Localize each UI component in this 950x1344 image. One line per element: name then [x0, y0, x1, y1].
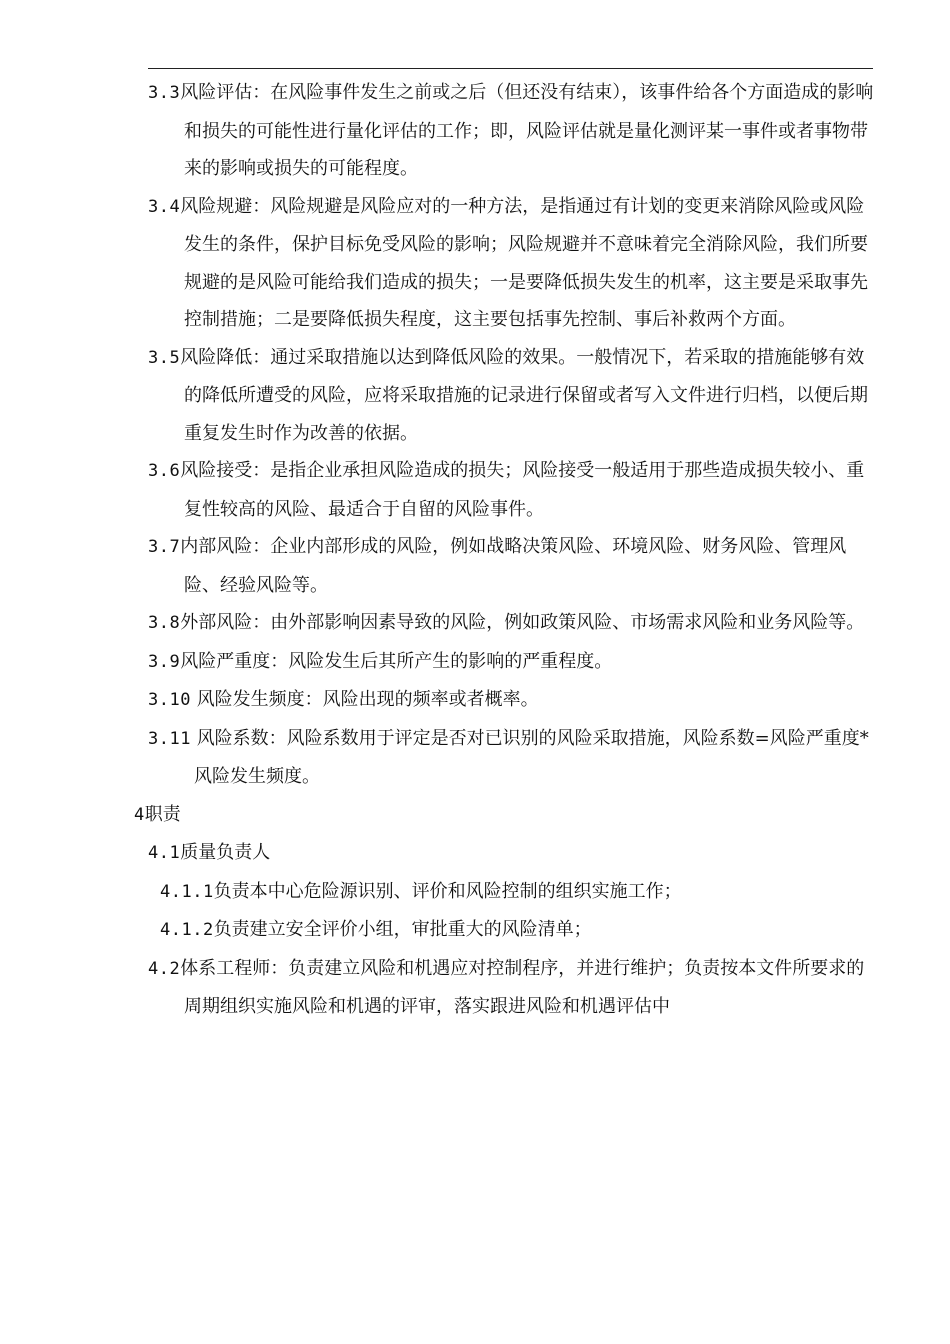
definition-3-9 [0, 643, 874, 682]
definition-3-8 [0, 604, 874, 643]
item-number: 3.10 [148, 690, 191, 710]
item-text: 体系工程师：负责建立风险和机遇应对控制程序，并进行维护；负责按本文件所要求的周期组织实施风险和机遇的评审，落实跟进风险和机遇评估中 [180, 957, 865, 1017]
item-number: 4.1.1 [160, 881, 214, 902]
responsibility-4-1 [0, 834, 874, 873]
item-number: 4.1 [148, 843, 181, 863]
item-text: 风险接受：是指企业承担风险造成的损失；风险接受一般适用于那些造成损失较小、重复性较高的风险、最适合于自留的风险事件。 [180, 460, 865, 520]
item-text: 质量负责人 [180, 842, 271, 863]
item-text: 风险系数：风险系数用于评定是否对已识别的风险采取措施，风险系数=风险严重度*风险发生频度。 [194, 727, 869, 787]
item-number: 3.9 [148, 651, 181, 672]
item-number: 4.1.2 [160, 920, 214, 940]
item-text: 外部风险：由外部影响因素导致的风险，例如政策风险、市场需求风险和业务风险等。 [180, 612, 865, 633]
definition-3-6 [0, 452, 874, 528]
item-number: 4.2 [148, 958, 181, 979]
item-text: 负责本中心危险源识别、评价和风险控制的组织实施工作； [213, 880, 682, 902]
item-number: 3.7 [148, 537, 181, 557]
item-text: 内部风险：企业内部形成的风险，例如战略决策风险、环境风险、财务风险、管理风险、经验风险等。 [180, 536, 847, 596]
section-4-heading [0, 796, 950, 835]
item-number: 3.3 [148, 83, 181, 103]
item-text: 风险发生频度：风险出现的频率或者概率。 [196, 689, 539, 710]
responsibility-4-1-2 [0, 911, 876, 950]
item-number: 3.5 [148, 347, 181, 368]
item-text: 风险规避：风险规避是风险应对的一种方法，是指通过有计划的变更来消除风险或风险发生的条件，保护目标免受风险的影响；风险规避并不意味着完全消除风险，我们所要规避的是风险可能给我们造成的损失；一是要降低损失发生的机率，这主要是采取事先控制措施；二是要降低损失程度，这主要包括事先控制、事后补救两个方面。 [180, 195, 868, 330]
section-number: 4 [134, 804, 145, 825]
definition-3-10 [0, 681, 884, 720]
definition-3-4 [0, 188, 874, 339]
document-body [0, 74, 950, 1026]
item-number: 3.11 [148, 728, 191, 749]
definition-3-11 [0, 720, 884, 796]
definition-3-5 [0, 339, 874, 453]
item-number: 3.8 [148, 613, 181, 633]
definition-3-7 [0, 528, 874, 604]
item-number: 3.6 [148, 461, 181, 481]
item-text: 负责建立安全评价小组，审批重大的风险清单； [213, 919, 592, 940]
responsibility-4-2 [0, 950, 874, 1026]
item-text: 风险降低：通过采取措施以达到降低风险的效果。一般情况下，若采取的措施能够有效的降低所遭受的风险，应将采取措施的记录进行保留或者写入文件进行归档，以便后期重复发生时作为改善的依据。 [180, 346, 868, 444]
header-rule [148, 68, 873, 69]
item-text: 风险评估：在风险事件发生之前或之后（但还没有结束），该事件给各个方面造成的影响和损失的可能性进行量化评估的工作；即，风险评估就是量化测评某一事件或者事物带来的影响或损失的可能程度。 [180, 82, 874, 179]
item-text: 风险严重度：风险发生后其所产生的影响的严重程度。 [180, 650, 613, 672]
item-number: 3.4 [148, 196, 181, 217]
responsibility-4-1-1 [0, 873, 876, 912]
section-title: 职责 [144, 803, 181, 825]
definition-3-3 [0, 74, 874, 188]
